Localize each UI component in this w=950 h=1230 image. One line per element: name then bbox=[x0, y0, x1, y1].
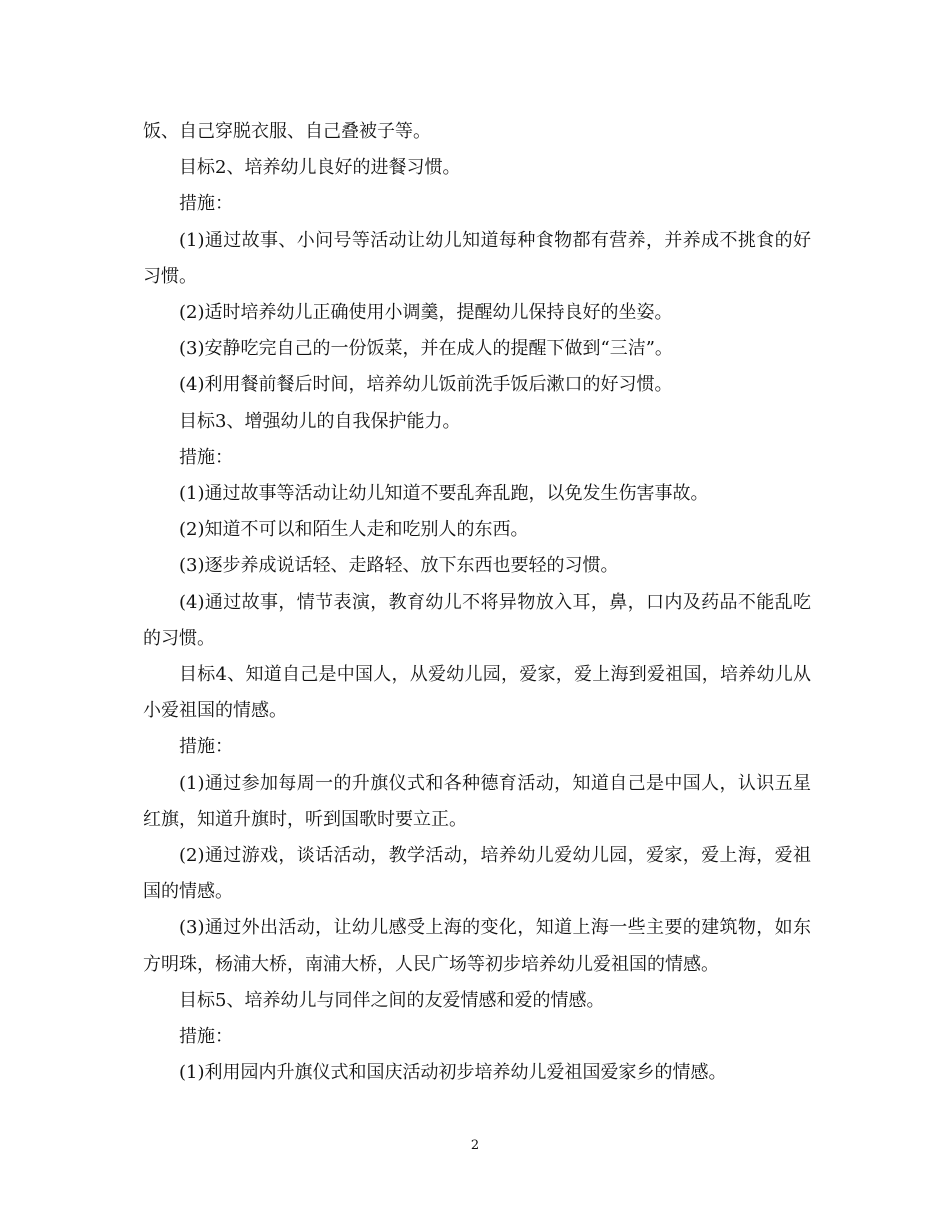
document-body bbox=[143, 114, 811, 1091]
goal-2-measure-1: (1)通过故事、小问号等活动让幼儿知道每种食物都有营养，并养成不挑食的好习惯。 bbox=[143, 229, 811, 287]
goal-5-heading: 目标5、培养幼儿与同伴之间的友爱情感和爱的情感。 bbox=[179, 989, 605, 1011]
goal-3-heading: 目标3、增强幼儿的自我保护能力。 bbox=[179, 410, 461, 432]
page-number: 2 bbox=[470, 1138, 480, 1153]
goal-3-measure-1: (1)通过故事等活动让幼儿知道不要乱奔乱跑，以免发生伤害事故。 bbox=[179, 483, 709, 505]
goal-4-measure-3: (3)通过外出活动，让幼儿感受上海的变化，知道上海一些主要的建筑物，如东方明珠，杨浦大桥，南浦大桥，人民广场等初步培养幼儿爱祖国的情感。 bbox=[143, 917, 811, 975]
paragraph-continuation: 饭、自己穿脱衣服、自己叠被子等。 bbox=[143, 121, 431, 142]
measures-label: 措施： bbox=[179, 446, 233, 468]
goal-4-measure-2: (2)通过游戏，谈话活动，教学活动，培养幼儿爱幼儿园，爱家，爱上海，爱祖国的情感。 bbox=[143, 845, 811, 903]
goal-2-heading: 目标2、培养幼儿良好的进餐习惯。 bbox=[179, 157, 461, 179]
goal-3-measure-2: (2)知道不可以和陌生人走和吃别人的东西。 bbox=[179, 519, 529, 541]
goal-4-measure-1: (1)通过参加每周一的升旗仪式和各种德育活动，知道自己是中国人，认识五星红旗，知道升旗时，听到国歌时要立正。 bbox=[143, 772, 811, 830]
measures-label: 措施： bbox=[179, 193, 233, 215]
goal-2-measure-2: (2)适时培养幼儿正确使用小调羹，提醒幼儿保持良好的坐姿。 bbox=[179, 302, 673, 324]
measures-label: 措施： bbox=[179, 1026, 233, 1048]
goal-3-measure-4: (4)通过故事，情节表演，教育幼儿不将异物放入耳，鼻，口内及药品不能乱吃的习惯。 bbox=[143, 591, 811, 649]
goal-2-measure-3: (3)安静吃完自己的一份饭菜，并在成人的提醒下做到“三洁”。 bbox=[179, 338, 673, 360]
measures-label: 措施： bbox=[179, 736, 233, 758]
goal-2-measure-4: (4)利用餐前餐后时间，培养幼儿饭前洗手饭后漱口的好习惯。 bbox=[179, 374, 673, 396]
goal-5-measure-1: (1)利用园内升旗仪式和国庆活动初步培养幼儿爱祖国爱家乡的情感。 bbox=[179, 1062, 727, 1084]
goal-4-heading: 目标4、知道自己是中国人，从爱幼儿园，爱家，爱上海到爱祖国，培养幼儿从小爱祖国的情感。 bbox=[143, 664, 811, 722]
goal-3-measure-3: (3)逐步养成说话轻、走路轻、放下东西也要轻的习惯。 bbox=[179, 555, 619, 577]
